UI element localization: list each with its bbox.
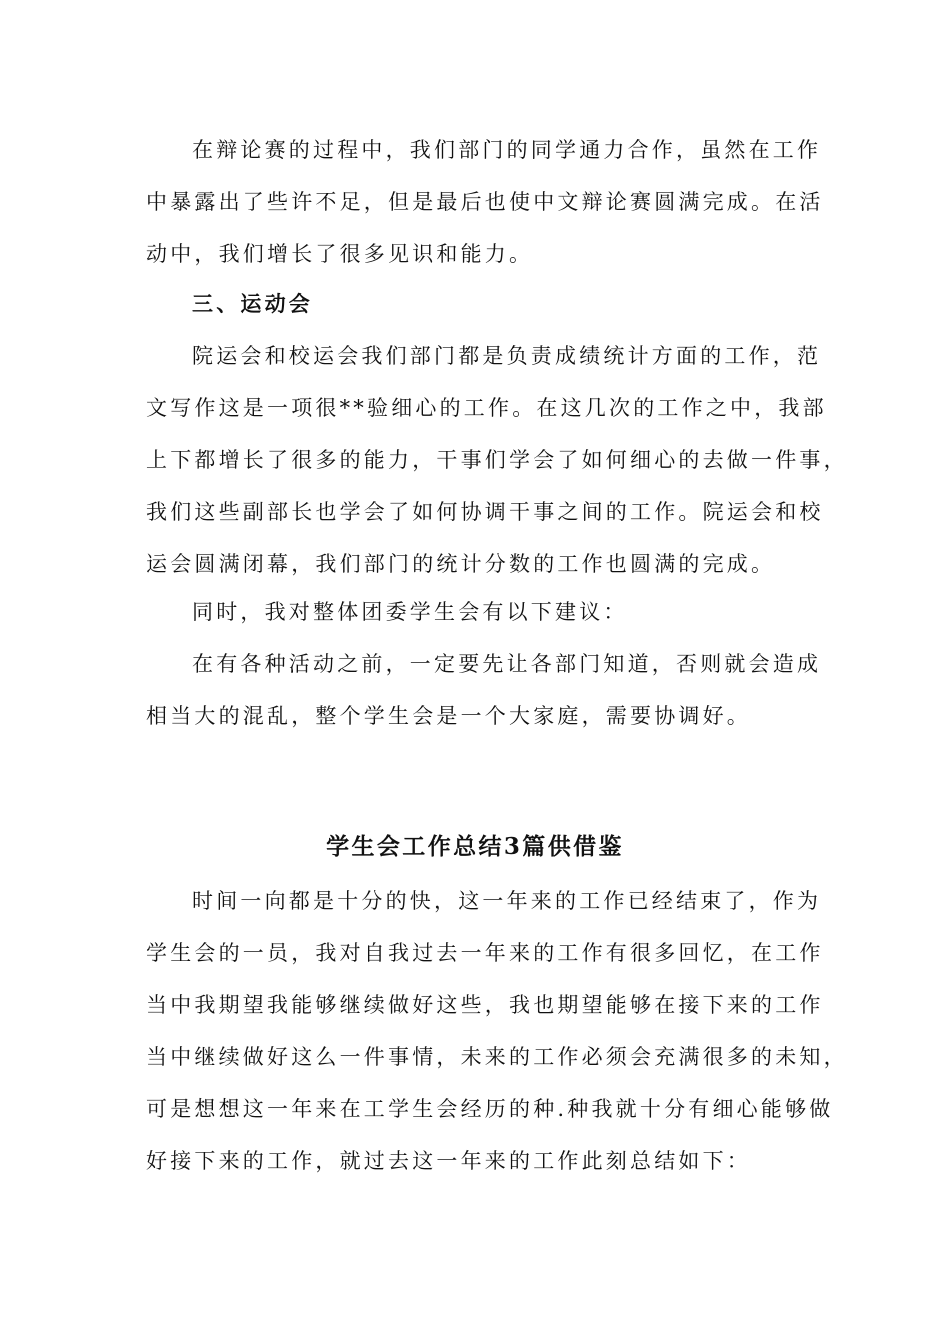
- text-line: 在有各种活动之前，一定要先让各部门知道，否则就会造成: [192, 652, 822, 676]
- text-line: 动中，我们增长了很多见识和能力。: [146, 242, 534, 266]
- paragraph-suggestion-intro: [146, 586, 810, 638]
- text-line: 学生会的一员，我对自我过去一年来的工作有很多回忆，在工作: [146, 941, 824, 965]
- paragraph-debate: [146, 124, 824, 280]
- section-heading: 三、运动会: [192, 291, 313, 316]
- text-line: 中暴露出了些许不足，但是最后也使中文辩论赛圆满完成。在活: [146, 190, 824, 214]
- text-line: 可是想想这一年来在工学生会经历的种.种我就十分有细心能够做: [146, 1097, 834, 1121]
- paragraph-sports: [146, 330, 848, 590]
- text-line: 相当大的混乱，整个学生会是一个大家庭，需要协调好。: [146, 704, 751, 728]
- text-line: 当中继续做好这么一件事情，未来的工作必须会充满很多的未知，: [146, 1045, 848, 1069]
- text-line: 文写作这是一项很**验细心的工作。在这几次的工作之中，我部: [146, 396, 827, 420]
- text-line: 院运会和校运会我们部门都是负责成绩统计方面的工作，范: [192, 344, 822, 368]
- text-line: 上下都增长了很多的能力，干事们学会了如何细心的去做一件事，: [146, 448, 848, 472]
- text-line: 当中我期望我能够继续做好这些，我也期望能够在接下来的工作: [146, 993, 824, 1017]
- text-line: 时间一向都是十分的快，这一年来的工作已经结束了，作为: [192, 889, 822, 913]
- paragraph-intro: [146, 875, 848, 1187]
- document-title: 学生会工作总结3篇供借鉴: [326, 833, 624, 860]
- text-line: 我们这些副部长也学会了如何协调干事之间的工作。院运会和校: [146, 500, 824, 524]
- text-line: 同时，我对整体团委学生会有以下建议：: [192, 600, 628, 624]
- text-line: 好接下来的工作，就过去这一年来的工作此刻总结如下：: [146, 1149, 751, 1173]
- text-line: 在辩论赛的过程中，我们部门的同学通力合作，虽然在工作: [192, 138, 822, 162]
- text-line: 运会圆满闭幕，我们部门的统计分数的工作也圆满的完成。: [146, 552, 776, 576]
- paragraph-suggestion: [146, 638, 822, 742]
